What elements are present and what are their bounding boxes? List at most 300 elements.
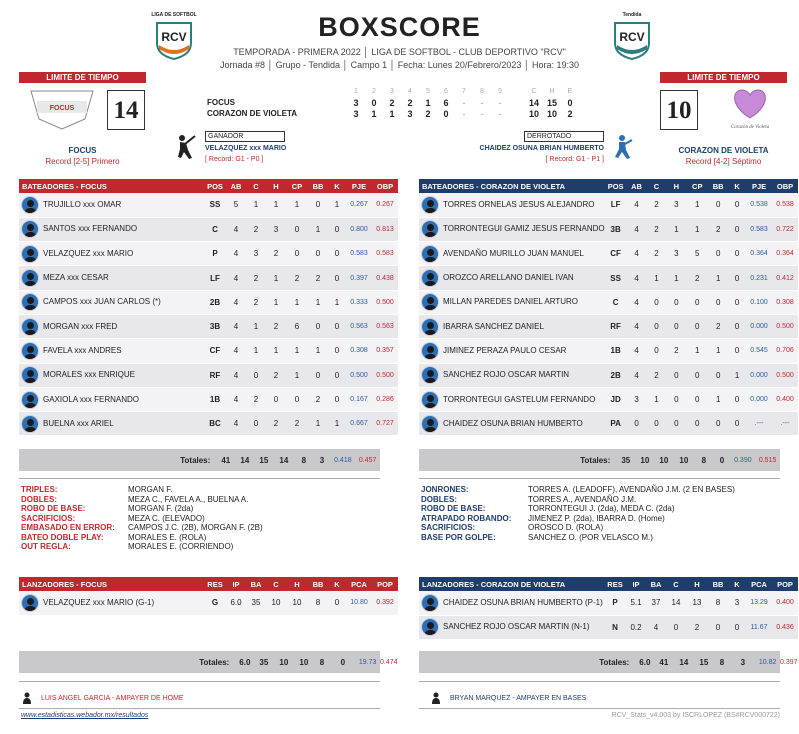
- player-cell: [419, 387, 605, 411]
- divider: [19, 708, 380, 709]
- stat-cell: 4: [226, 290, 246, 314]
- note-label: ATRAPADO ROBANDO:: [421, 513, 512, 523]
- inning-header: 8: [480, 88, 484, 95]
- stat-cell: 4: [627, 339, 647, 363]
- totals-value: 15: [259, 455, 269, 465]
- player-name: TORRES ORNELAS JESUS ALEJANDRO: [443, 200, 595, 209]
- stat-cell: 1: [728, 363, 746, 387]
- stat-cell: 0: [266, 387, 286, 411]
- stat-cell: 1: [308, 339, 328, 363]
- stat-cell: JD: [605, 387, 627, 411]
- table-row[interactable]: [19, 242, 398, 266]
- table-row[interactable]: [19, 387, 398, 411]
- stat-cell: 0.400: [772, 591, 798, 615]
- column-header: CP: [286, 179, 308, 193]
- stat-cell: 0: [728, 266, 746, 290]
- note-row: [421, 485, 781, 495]
- stat-cell: 0.397: [346, 266, 372, 290]
- totals-label: Totales:: [599, 657, 630, 667]
- player-name: VELAZQUEZ xxx MARIO: [43, 248, 134, 258]
- column-header: IP: [226, 577, 246, 591]
- totals-value: 8: [319, 657, 325, 667]
- stat-cell: 0: [647, 339, 667, 363]
- home-batting-section: [19, 179, 398, 436]
- away-batting-section: [419, 179, 798, 436]
- player-cell: [19, 591, 204, 615]
- stat-cell: 0: [328, 591, 346, 615]
- note-label: BASE POR GOLPE:: [421, 532, 496, 542]
- stat-cell: 3B: [605, 217, 627, 241]
- player-cell: [19, 363, 204, 387]
- totals-value: 10: [279, 657, 289, 667]
- inning-header: 1: [354, 88, 358, 95]
- umpire-icon: [21, 692, 33, 704]
- note-label: SACRIFICIOS:: [21, 513, 76, 523]
- stat-cell: 0: [308, 242, 328, 266]
- away-team-name: CORAZON DE VIOLETA: [678, 146, 769, 155]
- stat-cell: 1: [266, 339, 286, 363]
- player-cell: [419, 266, 605, 290]
- stat-cell: 0: [708, 193, 728, 217]
- inning-header: 9: [498, 88, 502, 95]
- stat-cell: 1: [308, 217, 328, 241]
- stat-cell: 4: [226, 314, 246, 338]
- linescore-total-header: C: [531, 88, 537, 95]
- player-name: SANCHEZ ROJO OSCAR MARTIN: [443, 370, 570, 380]
- stat-cell: 2B: [605, 363, 627, 387]
- stat-cell: 2: [686, 615, 708, 639]
- stat-cell: 0: [647, 290, 667, 314]
- column-header: H: [286, 577, 308, 591]
- linescore-row: [207, 108, 579, 119]
- table-row[interactable]: [419, 591, 798, 615]
- table-row[interactable]: [419, 266, 798, 290]
- stat-cell: RF: [204, 363, 226, 387]
- column-header: OBP: [772, 179, 798, 193]
- inning-score: 1: [389, 108, 395, 119]
- stat-cell: P: [604, 591, 626, 615]
- table-row[interactable]: [419, 412, 798, 436]
- stat-cell: RF: [605, 314, 627, 338]
- stat-cell: 1: [246, 339, 266, 363]
- player-name: MILLAN PAREDES DANIEL ARTURO: [443, 297, 578, 307]
- stat-cell: 5: [686, 242, 708, 266]
- inning-score: -: [480, 97, 484, 108]
- stat-cell: G: [204, 591, 226, 615]
- table-row[interactable]: [19, 217, 398, 241]
- player-avatar-icon: [21, 415, 39, 433]
- player-cell: [419, 412, 605, 436]
- away-team-record: Record [4-2] Séptimo: [685, 157, 762, 166]
- stat-cell: 0: [286, 242, 308, 266]
- table-row[interactable]: [19, 591, 398, 615]
- stat-cell: CF: [204, 339, 226, 363]
- linescore-total: 15: [546, 97, 557, 108]
- stat-cell: CF: [605, 242, 627, 266]
- stat-cell: 1: [246, 314, 266, 338]
- league-logo-right: Tendida RCV: [606, 12, 658, 61]
- linescore-total-header: E: [567, 88, 573, 95]
- player-name: TORRONTEGUI GASTELUM FERNANDO: [443, 394, 596, 404]
- stat-cell: .---: [772, 412, 798, 436]
- note-value: CAMPOS J.C. (2B), MORGAN F. (2B): [128, 523, 263, 532]
- player-avatar-icon: [421, 342, 439, 360]
- stat-cell: 2: [647, 363, 667, 387]
- stat-cell: 1: [308, 290, 328, 314]
- note-value: MEZA C. (ELEVADO): [128, 513, 205, 523]
- stat-cell: 0: [708, 363, 728, 387]
- player-name: MORGAN xxx FRED: [43, 321, 118, 331]
- totals-value: 41: [221, 455, 231, 465]
- stat-cell: 2: [266, 314, 286, 338]
- totals-value: 35: [621, 455, 631, 465]
- umpire-icon: [430, 692, 442, 704]
- player-avatar-icon: [421, 269, 439, 287]
- totals-value: 6.0: [639, 657, 651, 667]
- note-row: [421, 495, 781, 505]
- stat-cell: 0: [686, 290, 708, 314]
- home-logo-text: FOCUS: [49, 105, 75, 112]
- column-header: C: [666, 577, 686, 591]
- stat-cell: 2: [266, 242, 286, 266]
- stat-cell: 4: [226, 242, 246, 266]
- column-header: C: [266, 577, 286, 591]
- column-header: H: [666, 179, 686, 193]
- player-cell: [419, 193, 605, 217]
- stat-cell: 0.364: [746, 242, 772, 266]
- stat-cell: 0: [728, 193, 746, 217]
- column-header: IP: [626, 577, 646, 591]
- totals-value: 6.0: [239, 657, 251, 667]
- stat-cell: 3: [728, 591, 746, 615]
- stat-cell: 2: [246, 217, 266, 241]
- inning-score: 2: [425, 108, 431, 119]
- player-name: GAXIOLA xxx FERNANDO: [43, 394, 140, 404]
- table-title: BATEADORES - CORAZON DE VIOLETA: [419, 179, 605, 193]
- column-header: POS: [204, 179, 226, 193]
- stat-cell: 0: [286, 217, 308, 241]
- note-label: OUT REGLA:: [21, 542, 71, 551]
- loser-label: DERROTADO: [524, 131, 604, 142]
- stat-cell: 0.308: [772, 290, 798, 314]
- inning-score: 3: [353, 97, 359, 108]
- column-header: AB: [226, 179, 246, 193]
- stat-cell: 2: [308, 266, 328, 290]
- stat-cell: 1: [666, 217, 686, 241]
- stat-cell: 35: [246, 591, 266, 615]
- totals-value: 3: [319, 455, 325, 465]
- player-cell: [19, 193, 204, 217]
- note-row: [421, 504, 781, 514]
- stat-cell: 0.000: [746, 314, 772, 338]
- column-header: BB: [708, 577, 728, 591]
- player-avatar-icon: [421, 618, 439, 636]
- player-avatar-icon: [21, 269, 39, 287]
- player-name: SANTOS xxx FERNANDO: [43, 224, 138, 234]
- stat-cell: 4: [226, 217, 246, 241]
- stat-cell: .---: [746, 412, 772, 436]
- batter-icon: [172, 134, 196, 162]
- stat-cell: 0: [308, 363, 328, 387]
- stat-cell: SS: [605, 266, 627, 290]
- loser-record: [ Record: G1 - P1 ]: [545, 156, 604, 163]
- stat-cell: 1: [708, 266, 728, 290]
- player-name: FAVELA xxx ANDRES: [43, 346, 122, 356]
- stat-cell: 4: [627, 363, 647, 387]
- stat-cell: 0.583: [372, 242, 398, 266]
- stat-cell: 2: [666, 339, 686, 363]
- stat-cell: 0.800: [346, 217, 372, 241]
- note-label: BATEO DOBLE PLAY:: [21, 532, 104, 542]
- linescore-team: FOCUS: [207, 98, 235, 107]
- table-row[interactable]: [419, 290, 798, 314]
- table-row[interactable]: [419, 314, 798, 338]
- table-row[interactable]: [19, 412, 398, 436]
- table-row[interactable]: [19, 314, 398, 338]
- inning-header: 7: [462, 88, 466, 95]
- stat-cell: 1: [647, 387, 667, 411]
- stat-cell: 4: [226, 266, 246, 290]
- stat-cell: 0.412: [772, 266, 798, 290]
- column-header: PCA: [346, 577, 372, 591]
- player-cell: [19, 412, 204, 436]
- inning-score: 1: [371, 108, 377, 119]
- totals-value: 15: [699, 657, 709, 667]
- table-row[interactable]: [419, 193, 798, 217]
- stat-cell: 10.80: [346, 591, 372, 615]
- stat-cell: 4: [226, 412, 246, 436]
- away-batting-table: [419, 179, 798, 436]
- home-batting-totals: [19, 449, 380, 471]
- away-runs: 10: [660, 90, 698, 130]
- note-value: TORRES A., AVENDAÑO J.M.: [528, 494, 637, 504]
- note-value: MORALES E. (ROLA): [128, 532, 207, 542]
- totals-value: 14: [240, 455, 250, 465]
- inning-score: -: [498, 108, 502, 119]
- note-row: [421, 514, 781, 524]
- season-line: TEMPORADA - PRIMERA 2022 │ LIGA DE SOFTBOL - CLUB DEPORTIVO "RCV": [233, 47, 566, 57]
- table-title: BATEADORES - FOCUS: [19, 179, 204, 193]
- player-name: MORALES xxx ENRIQUE: [43, 370, 136, 380]
- stat-cell: 0: [666, 290, 686, 314]
- stat-cell: 1: [708, 339, 728, 363]
- totals-value: 8: [701, 455, 707, 465]
- stat-cell: 0: [328, 266, 346, 290]
- stat-cell: 1: [328, 193, 346, 217]
- away-notes: [421, 485, 781, 542]
- home-runs: 14: [107, 90, 145, 130]
- stat-cell: 0.500: [372, 363, 398, 387]
- table-row[interactable]: [19, 266, 398, 290]
- column-header: CP: [686, 179, 708, 193]
- stat-cell: 0.500: [772, 314, 798, 338]
- stat-cell: 1: [286, 339, 308, 363]
- divider: [419, 681, 780, 682]
- column-header: H: [686, 577, 708, 591]
- totals-value: 14: [279, 455, 289, 465]
- stat-cell: N: [604, 615, 626, 639]
- note-label: ROBO DE BASE:: [421, 504, 486, 513]
- note-label: DOBLES:: [21, 494, 57, 504]
- inning-score: 1: [425, 97, 431, 108]
- stat-cell: 1: [666, 266, 686, 290]
- totals-value: 35: [259, 657, 269, 667]
- player-cell: [419, 591, 604, 615]
- player-avatar-icon: [421, 415, 439, 433]
- player-cell: [19, 314, 204, 338]
- table-row[interactable]: [19, 290, 398, 314]
- stat-cell: 4: [627, 217, 647, 241]
- stat-cell: 2: [708, 217, 728, 241]
- stat-cell: C: [204, 217, 226, 241]
- table-row[interactable]: [419, 242, 798, 266]
- stat-cell: 8: [708, 591, 728, 615]
- stat-cell: 1: [686, 339, 708, 363]
- linescore-total: 10: [546, 108, 557, 119]
- stat-cell: 1: [647, 266, 667, 290]
- note-row: [21, 495, 381, 505]
- stat-cell: BC: [204, 412, 226, 436]
- player-name: TORRONTEGUI GAMIZ JESUS FERNANDO: [443, 224, 605, 234]
- stat-cell: 0: [308, 314, 328, 338]
- stat-cell: 1: [286, 193, 308, 217]
- stat-cell: 1: [686, 193, 708, 217]
- player-avatar-icon: [421, 594, 439, 612]
- stat-cell: 0: [666, 412, 686, 436]
- totals-value: 19.73: [358, 658, 377, 666]
- stat-cell: 6.0: [226, 591, 246, 615]
- table-row[interactable]: [419, 339, 798, 363]
- stat-cell: 3: [666, 193, 686, 217]
- totals-value: 10: [299, 657, 309, 667]
- player-avatar-icon: [421, 318, 439, 336]
- totals-value: 0.515: [758, 456, 777, 464]
- stat-cell: 0: [728, 290, 746, 314]
- stat-cell: 0: [647, 412, 667, 436]
- results-link[interactable]: www.estadisticas.webador.mx/resultados: [21, 712, 149, 719]
- stat-cell: 2B: [204, 290, 226, 314]
- stat-cell: 0.667: [346, 412, 372, 436]
- player-cell: [419, 217, 605, 241]
- bases-umpire: [430, 692, 586, 704]
- stat-cell: 0: [666, 363, 686, 387]
- totals-label: Totales:: [580, 455, 611, 465]
- table-row[interactable]: [419, 387, 798, 411]
- player-cell: [19, 339, 204, 363]
- stat-cell: 1B: [605, 339, 627, 363]
- stat-cell: 0: [286, 387, 308, 411]
- totals-value: 10.82: [758, 658, 777, 666]
- stat-cell: 1: [286, 290, 308, 314]
- stat-cell: 0.500: [346, 363, 372, 387]
- player-cell: [19, 242, 204, 266]
- stat-cell: 3: [266, 217, 286, 241]
- stat-cell: 4: [226, 363, 246, 387]
- stat-cell: 0: [708, 242, 728, 266]
- table-row[interactable]: [419, 217, 798, 241]
- player-name: VELAZQUEZ xxx MARIO (G-1): [43, 598, 155, 607]
- inning-score: -: [498, 97, 502, 108]
- table-row[interactable]: [419, 363, 798, 387]
- stat-cell: 0.000: [746, 363, 772, 387]
- table-row[interactable]: [19, 363, 398, 387]
- stat-cell: 0: [728, 314, 746, 338]
- player-cell: [19, 387, 204, 411]
- inning-score: 0: [443, 108, 449, 119]
- stat-cell: 37: [646, 591, 666, 615]
- inning-header: 3: [390, 88, 394, 95]
- pitcher-icon: [610, 134, 634, 162]
- player-avatar-icon: [21, 318, 39, 336]
- stat-cell: 0.500: [372, 290, 398, 314]
- stat-cell: 2: [266, 363, 286, 387]
- player-avatar-icon: [21, 293, 39, 311]
- inning-score: -: [462, 97, 466, 108]
- stat-cell: 0: [666, 387, 686, 411]
- away-pitching-totals: Totales: 6.0 41 14 15 8 3 10.82 0.397: [419, 651, 780, 673]
- player-name: IBARRA SANCHEZ DANIEL: [443, 321, 544, 331]
- stat-cell: PA: [605, 412, 627, 436]
- stat-cell: 1: [686, 217, 708, 241]
- table-row[interactable]: [419, 615, 798, 639]
- totals-value: 10: [659, 455, 669, 465]
- linescore-total: 10: [528, 108, 539, 119]
- stat-cell: 8: [308, 591, 328, 615]
- winner-label: GANADOR: [205, 131, 285, 142]
- column-header: BB: [308, 577, 328, 591]
- stat-cell: 10: [286, 591, 308, 615]
- stat-cell: 3: [246, 242, 266, 266]
- totals-value: 0.390: [734, 456, 752, 464]
- stat-cell: 4: [627, 314, 647, 338]
- inning-header: 6: [444, 88, 448, 95]
- table-row[interactable]: [19, 339, 398, 363]
- player-avatar-icon: [421, 245, 439, 263]
- home-team-record: Record [2-5] Primero: [45, 157, 120, 166]
- note-label: TRIPLES:: [21, 485, 58, 494]
- totals-value: 8: [719, 657, 725, 667]
- stat-cell: 0: [728, 242, 746, 266]
- note-row: [21, 514, 381, 524]
- player-avatar-icon: [421, 196, 439, 214]
- column-header: K: [728, 577, 746, 591]
- inning-score: 3: [407, 108, 413, 119]
- note-row: [421, 523, 781, 533]
- note-value: OROSCO D. (ROLA): [528, 523, 604, 532]
- table-row[interactable]: [19, 193, 398, 217]
- stat-cell: 1: [286, 363, 308, 387]
- player-cell: [419, 363, 605, 387]
- stat-cell: 13.29: [746, 591, 772, 615]
- stat-cell: 2: [286, 412, 308, 436]
- stat-cell: 14: [666, 591, 686, 615]
- home-pitching-totals: Totales: 6.0 35 10 10 8 0 19.73 0.474: [19, 651, 380, 673]
- totals-value: 10: [679, 455, 689, 465]
- stat-cell: 5: [226, 193, 246, 217]
- note-label: DOBLES:: [421, 494, 457, 504]
- note-label: EMBASADO EN ERROR:: [21, 523, 115, 532]
- stat-cell: 1: [266, 290, 286, 314]
- stat-cell: 5.1: [626, 591, 646, 615]
- stat-cell: 2: [647, 217, 667, 241]
- player-name: JIMINEZ PERAZA PAULO CESAR: [443, 346, 567, 356]
- stat-cell: 0.267: [346, 193, 372, 217]
- stat-cell: 0.583: [346, 242, 372, 266]
- stat-cell: 2: [266, 412, 286, 436]
- table-title: LANZADORES - FOCUS: [19, 577, 204, 591]
- stat-cell: 0.563: [346, 314, 372, 338]
- totals-value: 10: [640, 455, 650, 465]
